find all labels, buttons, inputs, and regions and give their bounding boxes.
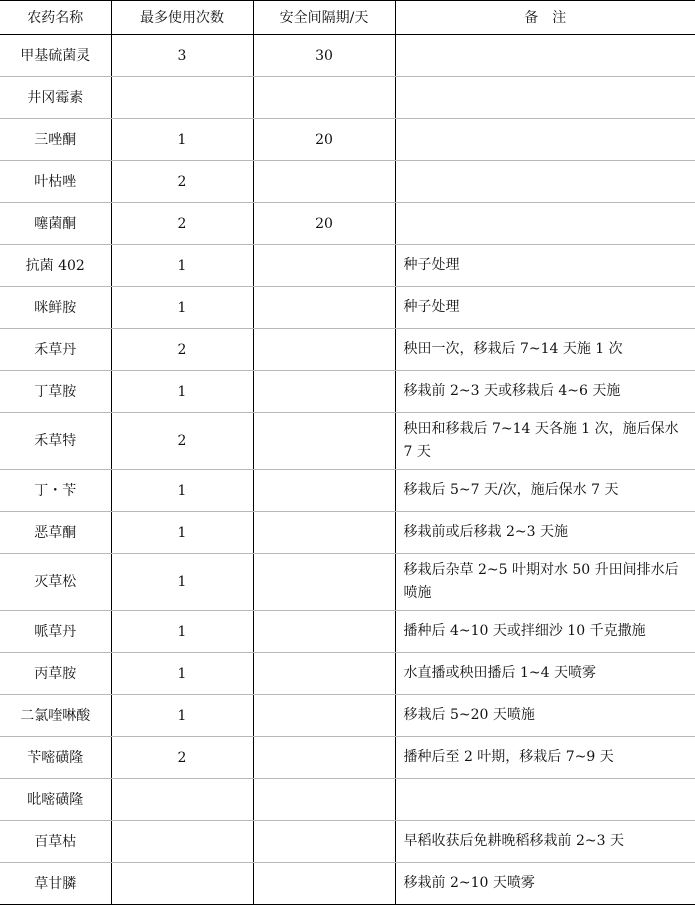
pesticide-name: 草甘膦: [0, 863, 111, 905]
safety-interval: [253, 611, 395, 653]
max-uses: 1: [111, 287, 253, 329]
safety-interval: [253, 863, 395, 905]
safety-interval: 20: [253, 119, 395, 161]
safety-interval: 30: [253, 35, 395, 77]
note: 移栽前 2~10 天喷雾: [395, 863, 695, 905]
max-uses: 1: [111, 470, 253, 512]
max-uses: 1: [111, 512, 253, 554]
pesticide-name: 井冈霉素: [0, 77, 111, 119]
note: 种子处理: [395, 245, 695, 287]
note: 播种后 4~10 天或拌细沙 10 千克撒施: [395, 611, 695, 653]
table-row: [0, 329, 695, 371]
note: 秧田一次，移栽后 7~14 天施 1 次: [395, 329, 695, 371]
max-uses: [111, 863, 253, 905]
note: 移栽后 5~7 天/次，施后保水 7 天: [395, 470, 695, 512]
max-uses: 1: [111, 245, 253, 287]
pesticide-name: 哌草丹: [0, 611, 111, 653]
pesticide-name: 甲基硫菌灵: [0, 35, 111, 77]
max-uses: 1: [111, 653, 253, 695]
table-row: [0, 413, 695, 470]
pesticide-name: 抗菌 402: [0, 245, 111, 287]
header-safety-interval: 安全间隔期/天: [253, 1, 395, 35]
table-row: [0, 287, 695, 329]
table-row: [0, 161, 695, 203]
safety-interval: [253, 512, 395, 554]
safety-interval: [253, 737, 395, 779]
safety-interval: [253, 371, 395, 413]
max-uses: 1: [111, 371, 253, 413]
pesticide-name: 三唑酮: [0, 119, 111, 161]
note: 水直播或秧田播后 1~4 天喷雾: [395, 653, 695, 695]
note: [395, 119, 695, 161]
pesticide-name: 恶草酮: [0, 512, 111, 554]
table-row: [0, 77, 695, 119]
pesticide-name: 灭草松: [0, 554, 111, 611]
safety-interval: [253, 245, 395, 287]
safety-interval: [253, 413, 395, 470]
table-row: [0, 470, 695, 512]
header-max-uses: 最多使用次数: [111, 1, 253, 35]
table-row: [0, 863, 695, 905]
safety-interval: 20: [253, 203, 395, 245]
note: 移栽后 5~20 天喷施: [395, 695, 695, 737]
pesticide-name: 咪鲜胺: [0, 287, 111, 329]
header-pesticide-name: 农药名称: [0, 1, 111, 35]
note: 移栽前 2~3 天或移栽后 4~6 天施: [395, 371, 695, 413]
max-uses: 1: [111, 119, 253, 161]
pesticide-name: 禾草丹: [0, 329, 111, 371]
max-uses: 2: [111, 161, 253, 203]
safety-interval: [253, 161, 395, 203]
max-uses: 1: [111, 554, 253, 611]
safety-interval: [253, 821, 395, 863]
max-uses: 1: [111, 611, 253, 653]
header-row: [0, 1, 695, 35]
safety-interval: [253, 470, 395, 512]
note: 移栽前或后移栽 2~3 天施: [395, 512, 695, 554]
note: 早稻收获后免耕晚稻移栽前 2~3 天: [395, 821, 695, 863]
pesticide-name: 叶枯唑: [0, 161, 111, 203]
safety-interval: [253, 287, 395, 329]
table-row: [0, 245, 695, 287]
table-row: [0, 611, 695, 653]
pesticide-name: 百草枯: [0, 821, 111, 863]
pesticide-name: 禾草特: [0, 413, 111, 470]
note: 秧田和移栽后 7~14 天各施 1 次，施后保水 7 天: [395, 413, 695, 470]
table-row: [0, 653, 695, 695]
pesticide-name: 丁・苄: [0, 470, 111, 512]
table-row: [0, 821, 695, 863]
max-uses: 2: [111, 329, 253, 371]
note: 移栽后杂草 2~5 叶期对水 50 升田间排水后喷施: [395, 554, 695, 611]
safety-interval: [253, 329, 395, 371]
note: 种子处理: [395, 287, 695, 329]
safety-interval: [253, 695, 395, 737]
note: 播种后至 2 叶期，移栽后 7~9 天: [395, 737, 695, 779]
pesticide-name: 噻菌酮: [0, 203, 111, 245]
table-row: [0, 203, 695, 245]
safety-interval: [253, 77, 395, 119]
table-row: [0, 35, 695, 77]
table-row: [0, 371, 695, 413]
safety-interval: [253, 554, 395, 611]
table-row: [0, 554, 695, 611]
note: [395, 779, 695, 821]
note: [395, 161, 695, 203]
max-uses: 2: [111, 203, 253, 245]
table-row: [0, 779, 695, 821]
max-uses: [111, 821, 253, 863]
max-uses: 2: [111, 737, 253, 779]
max-uses: 3: [111, 35, 253, 77]
pesticide-name: 吡嘧磺隆: [0, 779, 111, 821]
safety-interval: [253, 779, 395, 821]
table-row: [0, 119, 695, 161]
pesticide-name: 丙草胺: [0, 653, 111, 695]
max-uses: [111, 77, 253, 119]
max-uses: [111, 779, 253, 821]
pesticide-name: 丁草胺: [0, 371, 111, 413]
note: [395, 77, 695, 119]
table-row: [0, 737, 695, 779]
max-uses: 2: [111, 413, 253, 470]
pesticide-name: 苄嘧磺隆: [0, 737, 111, 779]
table-row: [0, 512, 695, 554]
table-row: [0, 695, 695, 737]
safety-interval: [253, 653, 395, 695]
header-notes: 备 注: [395, 1, 695, 35]
note: [395, 203, 695, 245]
pesticide-name: 二氯喹啉酸: [0, 695, 111, 737]
max-uses: 1: [111, 695, 253, 737]
note: [395, 35, 695, 77]
